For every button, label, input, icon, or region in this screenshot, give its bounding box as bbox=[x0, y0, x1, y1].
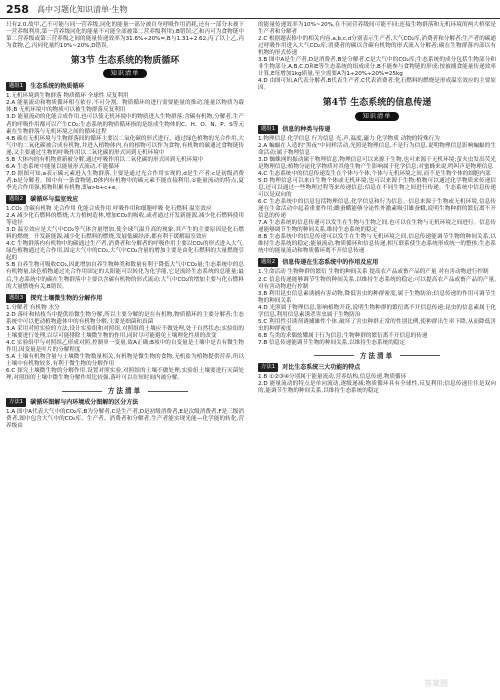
answer-block: 1.物理信息 化学信息 行为信息 光,声,温度,磁力 化学物质 动物的特殊行为 2.A 蝙蝠在人造的"黑夜"中同样活动,光照是物理信息,不是行为信息,说明物理信息影响蝙蝠的生命活动;属于物理信息 3.D 蜘蛛网的振动属于物理信息,物理信息可以来源于生物,也可来源于无机环境;萤火虫发出荧光是物理信息;植物分泌化学物质对其他生物产生影响属于化学信息;对蜜蜂来说,鸣叫声是物理信息 4.C 生态系统中的信息传递发生在个体与个体,个体与无机环境之间,而不是生物个体的细胞内部 5.D 物理信息可以来自生物个体或无机环境,也可以来源于生物;植物可以通过化学物质来传递信息,还可以通过一些物理过程等来传递信息;信息在不同生物之间进行传递。生态系统中信息传递可以是双向的 6.C 生态系统中的信息包括物理信息,化学信息和行为信息。信息来源于生物或无机环境,信息传递在生命活动中起着重要作用;雌蚕蛾能够分泌性外激素吸引雄蚕蛾,说明生物种群的繁衍离不开信息的传递 7.A 生态系统的信息传递可以发生在生物与生物之间,也可以在生物与无机环境之间进行。信息传递能够调节生物的种间关系,维持生态系统的稳定 8.B 生态系统中的信息传递可以发生在生物与无机环境之间,信息传递能调节生物的种间关系,以维持生态系统的稳定;能量流动,物质循环和信息传递,相互联系使生态系统形成统一的整体;生态系统中的能量流动和物质循环离不开信息传递 bbox=[258, 135, 496, 255]
method-title: 碳循环图解与内环境成分图解的区分方法 bbox=[30, 399, 139, 407]
method-tag: 方法1 bbox=[258, 363, 278, 372]
intro-paragraph: 的能量传递效率为10%~20%,在不同营养级间可能不同;连接生物群落和无机环境的两大桥梁是生产者和分解者 2.C 根据题表格中的相关内容,a,b,c,d分别表示生产者,大气CO₂库,消费者和分解者;生产者的碳通过呼吸作用进入大气CO₂库;消费者的碳以含碳有机物的形式流入分解者;碳在生物群落内部以有机物的形式传递 3.B 图中A是生产者,D是消费者,B是分解者,C是大气中的CO₂库;生态系统的成分包括生物部分和非生物部分,A,B,C,D和E等生态系统的组成成分,B不能参与食物链的形成;按被捕食能量传递效率计算,E每增加1kg质量,至少需要A为1÷20%÷20%=25kg 4.D 由图可知,A代表分解者,B代表生产者,C代表消费者;化石燃料的燃烧是形成温室效应的主要原因。 bbox=[258, 22, 496, 92]
topic-title: 信息传递在生态系统中的作用及应用 bbox=[282, 259, 379, 267]
knowledge-label: 知识清单 bbox=[355, 112, 400, 121]
answer-block: 1.A 图中A代表大气中的CO₂库,B为分解者,C是生产者,D是初级消费者,E是次级消费者,F是三级消费者,图中包含大气中的CO₂库、生产者、消费者和分解者,生产者能实现光能—化学能的转化,营养级由 bbox=[6, 409, 244, 430]
topic-tag: 题组1 bbox=[258, 125, 278, 134]
answer-block: 1.生命活动 生物种群的繁衍 生物的种间关系 提高农产品或畜产品的产量 对有害动物进行控制 2.C 信息传递能够调节生物的种间关系,以维持生态系统的稳定;可以提高农产品或畜产品的产量,对有害动物进行控制 3.B 利用昆虫信息素诱捕有害动物,降低害虫的种群密度,属于生物防治;信息传递的作用可调节生物的种间关系 4.D 光照属于物理信息,影响植物开花,说明生物种群的繁衍离不开信息传递;昆虫的信息素属于化学信息,利用信息素诱杀害虫属于生物防治 5.C 利用性引诱剂诱捕雄性个体,破坏了害虫种群正常的性别比例,使种群出生率下降,从而降低害虫的种群密度 6.B 鸟类的求偶炫耀属于行为信息;生物种群的繁衍离不开信息的传递 7.B 信息传递能调节生物的种间关系,以维持生态系统的稳定 bbox=[258, 269, 496, 346]
intro-paragraph: 只有2.0,故甲,乙不可能与同一营养级,同化的能量一部分被自身呼吸作用消耗,还有一部分未被下一营养级利用,第一营养级同化的能量不可能全部被第二营养级利用),B错误;乙和丙可为食物链中第二营养级或第三营养级之间的能量传递效率为31.6%÷20%=,B与1.31÷2.62,丙了以上乙,丙为食物,乙,丙同化量约10%~20%,D错误。 bbox=[6, 22, 244, 50]
topic-title: 碳循环与温室效应 bbox=[30, 195, 79, 203]
method-title: 对比生态系统三大功能的特点 bbox=[282, 364, 361, 372]
topic-tag: 题组2 bbox=[258, 258, 278, 267]
topic-title: 生态系统的物质循环 bbox=[30, 83, 85, 91]
method-tag: 方法1 bbox=[6, 398, 26, 407]
knowledge-banner bbox=[258, 112, 496, 121]
section-title: 第3节 生态系统的物质循环 bbox=[70, 56, 180, 67]
topic-title: 探究土壤微生物的分解作用 bbox=[30, 294, 103, 302]
topic-heading bbox=[258, 125, 496, 134]
method-heading: 方法清单 bbox=[258, 353, 496, 360]
page-header bbox=[0, 0, 500, 19]
watermark-logo: 答案圈 bbox=[424, 679, 448, 688]
method-heading: 方法清单 bbox=[6, 388, 244, 395]
topic-tag: 题组3 bbox=[6, 294, 26, 303]
answer-block: 1.B ①②③④分别属于能量流动,营养结构,信息传递,物质循环 2.D 能量流动的特点是单向流动,逐级递减;物质循环具有全球性,反复利用;信息传递往往是双向的,能调节生物的种间关系,以维持生态系统的稳定 bbox=[258, 374, 496, 395]
topic-heading bbox=[6, 195, 244, 204]
topic-heading bbox=[6, 82, 244, 91]
topic-tag: 题组2 bbox=[6, 195, 26, 204]
knowledge-label: 知识清单 bbox=[103, 69, 148, 78]
topic-heading bbox=[258, 258, 496, 267]
method-topic bbox=[258, 363, 496, 372]
knowledge-banner bbox=[6, 69, 244, 78]
topic-title: 信息的种类与传递 bbox=[282, 125, 331, 133]
running-title: 高中习题化知识清单·生物 bbox=[36, 4, 128, 14]
topic-heading bbox=[6, 294, 244, 303]
answer-block: 1.无机环境到生物群落 物质循环 全球性 反复利用 2.A 能量流动和物质循环相互依存,不可分割。物质循环的进行需要能量的推动,能量以物质为载体;B 无机环境中的物质可以被生物群落反复利用 3.D 能量流动的化能合成作用,也可以使无机环境中的物质进入生物群落;含碳有机物,分解者,生产者的呼吸作用都可以产生CO₂;生态系统的物质循环指的是组成生物体的C、H、O、N、P、S等元素在生物群落与无机环境之间的循环过程 4.B 碳在无机环境与生物群落间的循环主要以二氧化碳的形式进行。通过绿色植物的光合作用,大气中的二氧化碳被合成有机物,并进入植物体内,有的植物可以作为食物,有机物的碳通过食物链传递,又主要通过生物的呼吸作用以二氧化碳的形式回到无机环境中 5.B 大体内的有机物重新被分解,通过呼吸作用以二氧化碳的形式回到无机环境中 6.A 生态系统中能量以能量形式流动,不能循环 7.D 据图可知,a表示碳元素进入生物群落,主要是通过光合作用实现的,d是生产者,c是初级消费者,b是分解者。图中有一条食物链,D体内有机物中的碳元素不能直接利用,①能量流动的特点,夏季光合作用强,植物积累有机物,即a>b+c+e。 bbox=[6, 93, 244, 191]
section-title: 第4节 生态系统的信息传递 bbox=[322, 98, 432, 109]
answer-block: 1.分解者 有机物 水分 2.D 落叶和枯枝当中提供给微生物分解,所以主要分解的是在有机物,物质循环的主要分解者;生态系统中可以把动植物遗体中的有机物分解,主要是细菌和真菌 3.A 采用对照实验的方法,设计实验组和对照组,对照组的土壤应不做处理,处于自然状态;实验组的土壤要进行处理,以尽可能排除土壤微生物的作用,同时尽可能避免土壤理化性质的改变 4.C 实验组甲与对照组乙形成对照,控制单一变量,故A正确;B项中的自变量是土壤中是否有微生物作用,因变量是叶片的分解程度 5.A 土壤有机物含量与土壤微生物数量相关,有机物是微生物的食物,无机盐为植物提供营养,所以土壤中有机物较多,有利于微生物的分解作用 6.C 探究土壤微生物的分解作用,设置对照实验,对照组的土壤不做处理,实验组土壤要进行灭菌处理,对照组的土壤中微生物分解作用比较强,落叶可以在短时间内被分解。 bbox=[6, 304, 244, 382]
topic-tag: 题组1 bbox=[6, 82, 26, 91]
left-column bbox=[6, 22, 244, 430]
method-topic bbox=[6, 398, 244, 407]
page-number: 258 bbox=[6, 2, 29, 16]
right-column bbox=[258, 22, 496, 395]
answer-block: 1.CO₂ 含碳有机物 光合作用 化能合成作用 呼吸作用和细胞呼吸 化石燃料 温室效应 2.A 减少化石燃料的燃烧,大力植树造林,增加CO₂的吸收,或者通过开发新能源,减少化石燃料使用等途径 3.D 温室效应是大气中CO₂等气体含量增加,使全球气温升高的现象,其产生的主要原因是化石燃料的燃烧。开发新能源,减少化石燃料的燃烧,发展低碳经济,都有利于缓解温室效应 4.C 生物群落内有机物中的碳通过生产者,消费者和分解者的呼吸作用主要以CO₂的形式进入大气,绿色植物通过光合作用,固定大气中的CO₂,大气中CO₂含量的增加主要是由化石燃料的大量燃烧引起的 5.B 自养生物可吸收CO₂,因此增加自养生物种类和数量有利于降低大气中CO₂量;生态系统中的总有机物量,绿色植物通过光合作用固定的太阳能可以转化为化学能,它是流经生态系统的总能量;最后,生态系统中的碳在生物群落中主要以含碳有机物的形式流动;大气中CO₂的增加主要与化石燃料的大量燃烧有关,B错误。 bbox=[6, 206, 244, 290]
